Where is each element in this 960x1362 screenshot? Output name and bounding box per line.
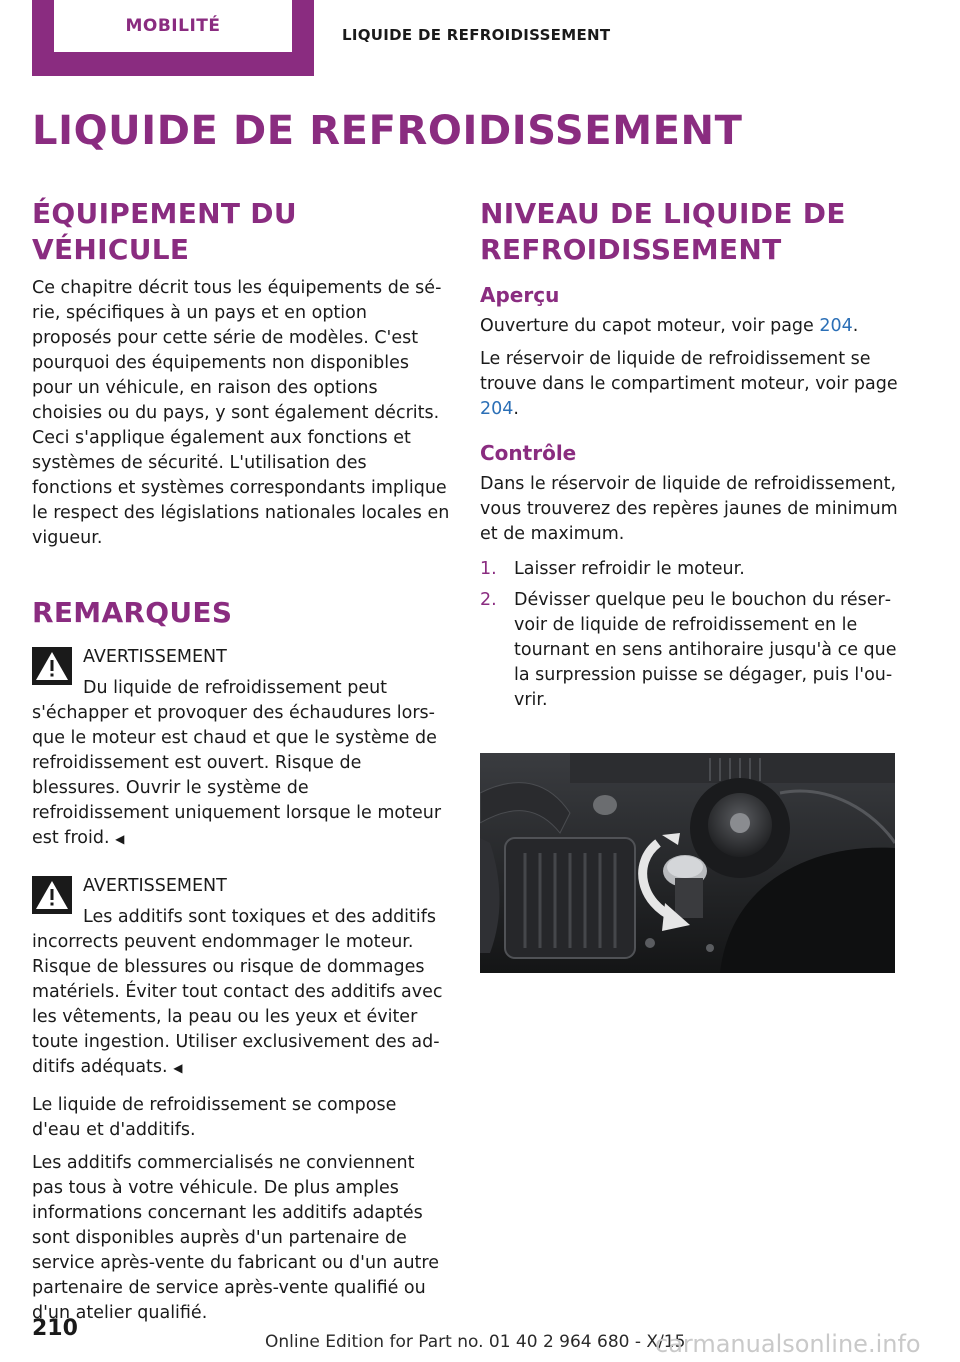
list-item — [480, 557, 900, 582]
end-mark-icon: ◀ — [115, 832, 125, 846]
step-text: Laisser refroidir le moteur. — [514, 559, 745, 579]
warning-2-text: Les additifs sont toxiques et des additifs incorrects peuvent endommager le moteur. Risque de blessures ou risque de dommages matériels. Éviter tout contact des additifs avec les vêtements, la peau ou les yeux et éviter toute ingestion. Utiliser exclusivement des additifs adéquats. — [32, 907, 443, 1077]
period: . — [852, 316, 859, 336]
overview-paragraph-1 — [480, 314, 900, 339]
equipment-text: Ce chapitre décrit tous les équipements de série, spécifiques à un pays et en option proposés pour cette série de modèles. C'est pourquoi des équipements non disponibles pour un véhicule, en raison des options choisies ou du pays, y sont également décrits. Ceci s'applique également aux fonctions et systèmes de sécurité. L'utilisation des fonctions et systèmes correspondants implique le respect des législations nationales locales en vigueur. — [32, 278, 450, 548]
engine-bay-photo — [480, 753, 895, 973]
period: . — [513, 399, 519, 419]
warning-triangle-icon — [32, 876, 72, 914]
chapter-tab-label: MOBILITÉ — [125, 16, 221, 36]
step-number: 2. — [480, 590, 497, 610]
warning-1-text: Du liquide de refroidissement peut s'échapper et provoquer des échaudures lorsque le moteur est chaud et que le système de refroidissement est ouvert. Risque de blessures. Ouvrir le système de refroidissement uniquement lorsque le moteur est froid. — [32, 678, 442, 848]
edition-footer: Online Edition for Part no. 01 40 2 964 680 - X/15 — [265, 1332, 686, 1352]
warning-2-text-container — [32, 905, 450, 1081]
warning-1-title: AVERTISSEMENT — [83, 647, 227, 667]
remarks-heading: REMARQUES — [32, 596, 233, 629]
overview-p1-text: Ouverture du capot moteur, voir page — [480, 316, 820, 336]
warning-1-text-container — [32, 676, 450, 852]
overview-p2-text: Le réservoir de liquide de refroidissement se trouve dans le compartiment moteur, voir page — [480, 349, 898, 394]
equipment-heading: ÉQUIPEMENT DU VÉHICULE — [32, 197, 297, 266]
end-mark-icon: ◀ — [173, 1061, 183, 1075]
overview-paragraph-2 — [480, 347, 900, 422]
page-link-204[interactable]: 204 — [480, 399, 514, 419]
page-link-204[interactable]: 204 — [819, 316, 853, 336]
check-paragraph: Dans le réservoir de liquide de refroidissement, vous trouverez des repères jaunes de minimum et de maximum. — [480, 474, 898, 544]
step-number: 1. — [480, 559, 497, 579]
warning-block-1 — [32, 645, 450, 852]
overview-heading: Aperçu — [480, 283, 560, 307]
header-section-title: LIQUIDE DE REFROIDISSEMENT — [342, 26, 611, 44]
check-heading: Contrôle — [480, 441, 577, 465]
additives-paragraph-2: Les additifs commercialisés ne conviennent pas tous à votre véhicule. De plus amples informations concernant les additifs adaptés sont disponibles auprès d'un partenaire de service après-vente du fabricant ou d'un autre partenaire de service après-vente qualifié ou d'un atelier qualifié. — [32, 1153, 439, 1323]
chapter-tab — [32, 0, 314, 76]
step-text: Dévisser quelque peu le bouchon du réservoir de liquide de refroidissement en le tournant en sens antihoraire jusqu'à ce que la surpression puisse se dégager, puis l'ouvrir. — [514, 590, 897, 710]
engine-bay-illustration — [480, 753, 895, 973]
watermark: carmanualsonline.info — [655, 1330, 921, 1358]
warning-2-title: AVERTISSEMENT — [83, 876, 227, 896]
left-column — [32, 196, 450, 1334]
page-title: LIQUIDE DE REFROIDISSEMENT — [32, 108, 743, 154]
list-item — [480, 588, 900, 713]
chapter-tab-inner — [54, 0, 292, 52]
right-column — [480, 196, 900, 719]
steps-list — [480, 557, 900, 713]
warning-block-2 — [32, 874, 450, 1081]
coolant-level-heading: NIVEAU DE LIQUIDE DE REFROIDISSEMENT — [480, 197, 846, 266]
page-number: 210 — [32, 1316, 78, 1341]
additives-paragraph-1: Le liquide de refroidissement se compose d'eau et d'additifs. — [32, 1095, 397, 1140]
warning-triangle-icon — [32, 647, 72, 685]
